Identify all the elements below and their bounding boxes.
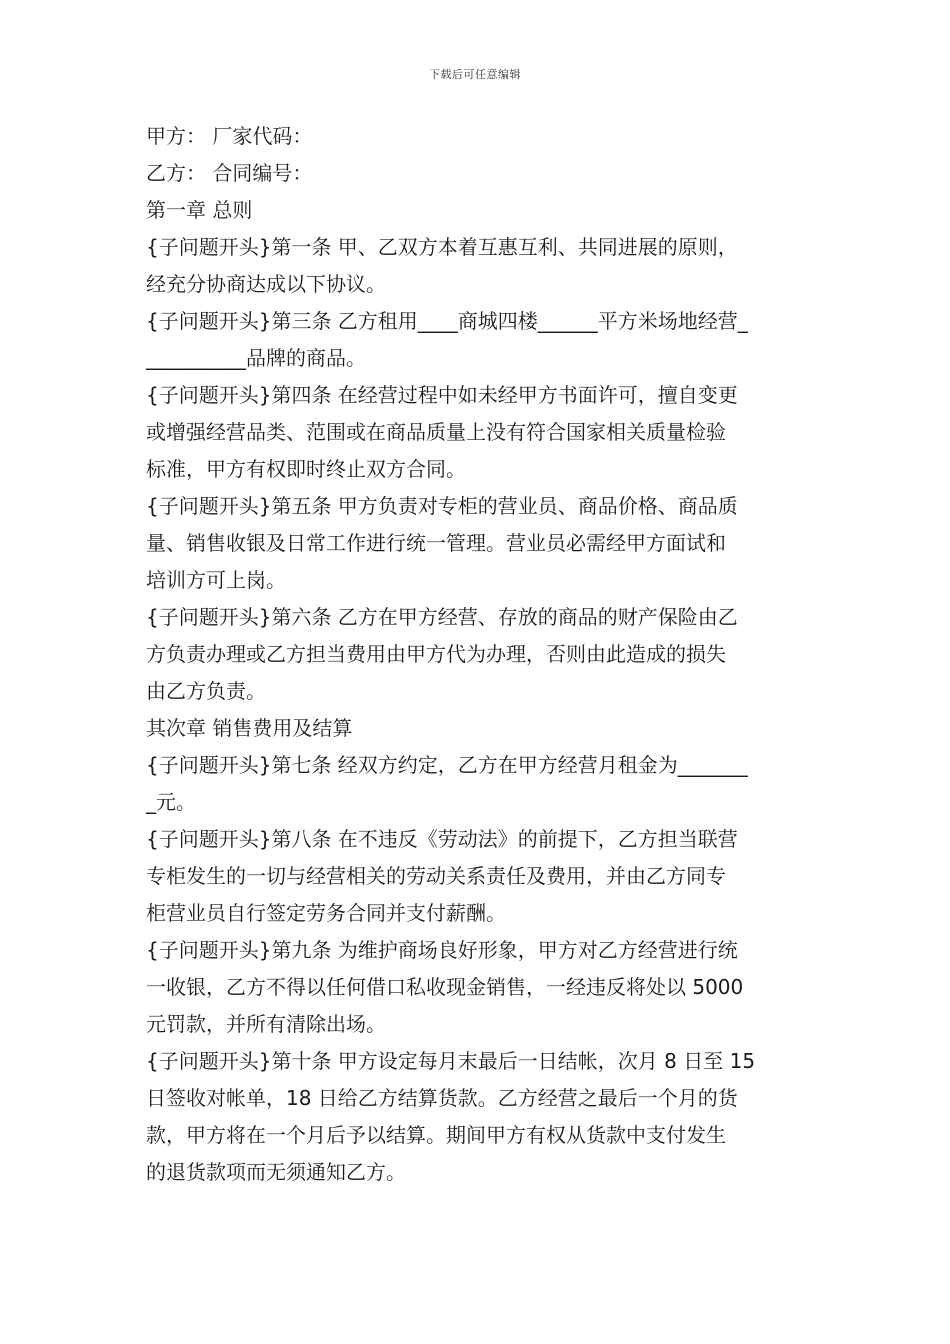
article-7-line-2: _元。 bbox=[146, 790, 196, 814]
article-9-line-3: 元罚款，并所有清除出场。 bbox=[146, 1012, 386, 1036]
party-b-line: 乙方： 合同编号： bbox=[146, 161, 313, 185]
article-8-line-3: 柜营业员自行签定劳务合同并支付薪酬。 bbox=[146, 901, 506, 925]
article-10-line-2: 日签收对帐单，18 日给乙方结算货款。乙方经营之最后一个月的货 bbox=[146, 1086, 738, 1110]
article-5-line-1: {子问题开头}第五条 甲方负责对专柜的营业员、商品价格、商品质 bbox=[146, 494, 738, 518]
article-6-line-1: {子问题开头}第六条 乙方在甲方经营、存放的商品的财产保险由乙 bbox=[146, 605, 738, 629]
article-3-line-1: {子问题开头}第三条 乙方租用____商城四楼______平方米场地经营_ bbox=[146, 309, 748, 333]
chapter-1-heading: 第一章 总则 bbox=[146, 198, 253, 222]
article-8-line-1: {子问题开头}第八条 在不违反《劳动法》的前提下，乙方担当联营 bbox=[146, 827, 738, 851]
article-1-line-2: 经充分协商达成以下协议。 bbox=[146, 272, 386, 296]
article-7-line-1: {子问题开头}第七条 经双方约定，乙方在甲方经营月租金为_______ bbox=[146, 753, 748, 777]
article-6-line-2: 方负责办理或乙方担当费用由甲方代为办理，否则由此造成的损失 bbox=[146, 642, 726, 666]
article-5-line-3: 培训方可上岗。 bbox=[146, 568, 286, 592]
chapter-2-heading: 其次章 销售费用及结算 bbox=[146, 716, 353, 740]
article-10-line-4: 的退货款项而无须通知乙方。 bbox=[146, 1160, 406, 1184]
article-4-line-1: {子问题开头}第四条 在经营过程中如未经甲方书面许可，擅自变更 bbox=[146, 383, 738, 407]
article-1-line-1: {子问题开头}第一条 甲、乙双方本着互惠互利、共同进展的原则， bbox=[146, 235, 738, 259]
article-9-line-1: {子问题开头}第九条 为维护商场良好形象，甲方对乙方经营进行统 bbox=[146, 938, 738, 962]
article-4-line-2: 或增强经营品类、范围或在商品质量上没有符合国家相关质量检验 bbox=[146, 420, 726, 444]
page-header: 下载后可任意编辑 bbox=[429, 68, 521, 81]
article-9-line-2: 一收银，乙方不得以任何借口私收现金销售，一经违反将处以 5000 bbox=[146, 975, 744, 999]
article-5-line-2: 量、销售收银及日常工作进行统一管理。营业员必需经甲方面试和 bbox=[146, 531, 726, 555]
document-body bbox=[146, 118, 810, 1191]
article-3-line-2: __________品牌的商品。 bbox=[146, 346, 366, 370]
article-8-line-2: 专柜发生的一切与经营相关的劳动关系责任及费用，并由乙方同专 bbox=[146, 864, 726, 888]
article-4-line-3: 标准，甲方有权即时终止双方合同。 bbox=[146, 457, 466, 481]
party-a-line: 甲方： 厂家代码： bbox=[146, 124, 313, 148]
article-10-line-3: 款，甲方将在一个月后予以结算。期间甲方有权从货款中支付发生 bbox=[146, 1123, 726, 1147]
article-6-line-3: 由乙方负责。 bbox=[146, 679, 266, 703]
article-10-line-1: {子问题开头}第十条 甲方设定每月末最后一日结帐，次月 8 日至 15 bbox=[146, 1049, 756, 1073]
